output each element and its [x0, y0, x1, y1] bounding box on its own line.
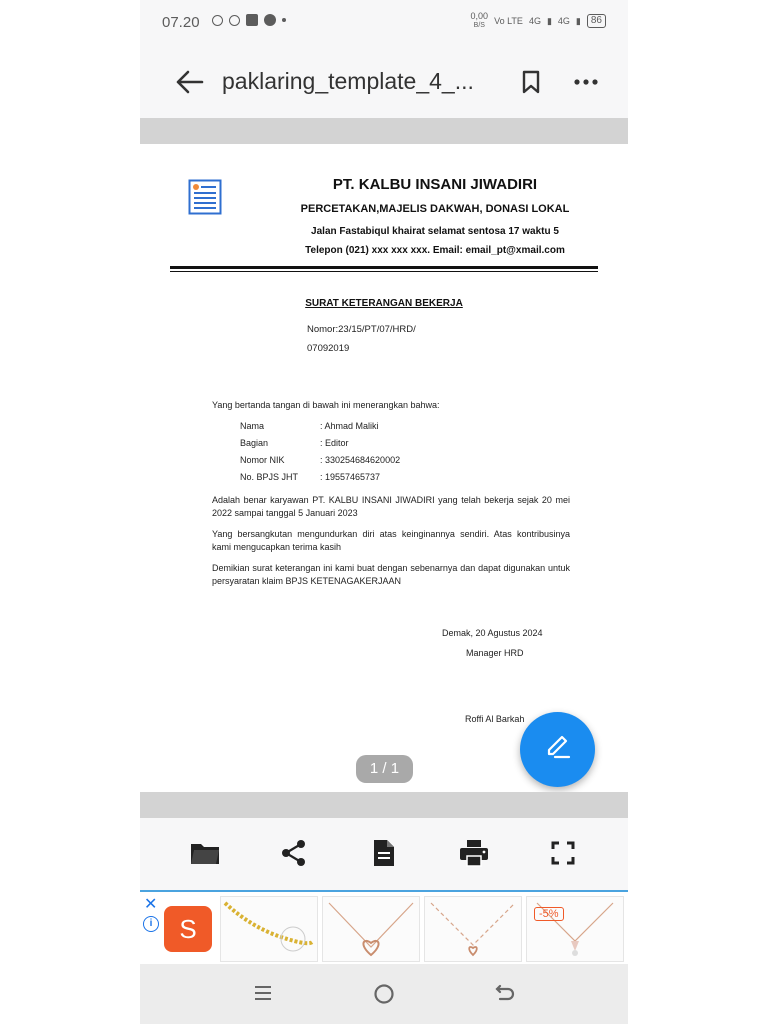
field-row: Nama : Ahmad Maliki [240, 421, 379, 431]
back-arrow-icon[interactable] [174, 68, 204, 101]
status-right [471, 12, 606, 30]
folder-icon[interactable] [185, 833, 225, 873]
app-bar [140, 52, 628, 112]
ad-close-icon[interactable]: ✕ [144, 896, 158, 913]
field-row: Nomor NIK : 330254684620002 [240, 455, 401, 465]
company-name: PT. KALBU INSANI JIWADIRI [332, 176, 538, 193]
b-icon [229, 15, 240, 26]
print-icon[interactable] [454, 833, 494, 873]
status-time: 07.20 [162, 14, 200, 31]
company-logo-icon [188, 179, 222, 220]
viewer-top-band [140, 118, 628, 144]
battery-icon: 86 [587, 14, 606, 28]
ad-info-icon[interactable]: i [143, 916, 159, 932]
document-icon[interactable] [364, 833, 404, 873]
signal-bars-icon: ▮ [546, 15, 552, 26]
signer-name: Roffi Al Barkah [465, 714, 525, 724]
letterhead-rule [170, 266, 598, 269]
fullscreen-icon[interactable] [543, 833, 583, 873]
employee-fields [240, 420, 570, 488]
net-speed: 0,00 B/S [470, 11, 489, 29]
phone-screen [140, 0, 628, 1024]
signal-bars-icon-2: ▮ [575, 15, 581, 26]
sync-icon [212, 15, 223, 26]
share-icon[interactable] [274, 833, 314, 873]
letter-title: SURAT KETERANGAN BEKERJA [305, 298, 463, 309]
viewer-bottom-band [140, 792, 628, 818]
paragraph-closing: Demikian surat keterangan ini kami buat dengan sebenarnya dan dapat digunakan untuk persyaratan klaim BPJS KETENAGAKERJAAN [212, 563, 570, 586]
chat-icon [264, 14, 276, 26]
page-indicator: 1 / 1 [356, 755, 413, 783]
field-row: No. BPJS JHT : 19557465737 [240, 472, 381, 482]
company-address: Jalan Fastabiqul khairat selamat sentosa 17 waktu 5 [311, 226, 559, 237]
back-nav-icon[interactable] [494, 982, 516, 1009]
document-page[interactable] [140, 144, 628, 792]
bottom-toolbar [140, 818, 628, 888]
intro-text: Yang bertanda tangan di bawah ini menerangkan bahwa: [212, 400, 440, 410]
signer-position: Manager HRD [466, 648, 524, 658]
status-bar [140, 0, 628, 44]
letterhead [270, 176, 600, 256]
file-title: paklaring_template_4_... [222, 68, 474, 94]
edit-fab-button[interactable] [520, 712, 595, 787]
ad-product-thumbnail[interactable] [220, 896, 318, 962]
discount-badge: -5% [534, 907, 564, 921]
signal-4g-2: 4G [557, 16, 570, 26]
paragraph-employment: Adalah benar karyawan PT. KALBU INSANI JIWADIRI yang telah bekerja sejak 20 mei 2022 sampai tanggal 5 Januari 2023 [212, 495, 570, 518]
letter-number: Nomor:23/15/PT/07/HRD/ 07092019 [307, 324, 416, 354]
pen-icon [543, 732, 573, 767]
ad-product-thumbnail[interactable] [424, 896, 522, 962]
ad-product-thumbnail[interactable] [322, 896, 420, 962]
place-date: Demak, 20 Agustus 2024 [442, 628, 543, 638]
notification-icons [212, 14, 286, 26]
shopee-logo-icon[interactable]: S [164, 906, 212, 952]
volte-label: Vo LTE [494, 16, 523, 26]
field-row: Bagian : Editor [240, 438, 349, 448]
system-nav-bar [140, 964, 628, 1024]
ad-product-thumbnail[interactable] [526, 896, 624, 962]
app-icon [246, 14, 258, 26]
recent-apps-icon[interactable] [252, 982, 274, 1009]
letter-body [212, 399, 570, 596]
paragraph-resignation: Yang bersangkutan mengundurkan diri atas keinginannya sendiri. Atas kontribusinya kami mengucapkan terima kasih [212, 529, 570, 552]
bookmark-icon[interactable] [520, 70, 542, 99]
letterhead-rule-thin [170, 271, 598, 272]
company-subtitle: PERCETAKAN,MAJELIS DAKWAH, DONASI LOKAL [300, 203, 570, 215]
signal-4g-1: 4G [528, 16, 541, 26]
more-options-icon[interactable] [574, 72, 598, 97]
home-icon[interactable] [372, 982, 396, 1011]
ad-banner[interactable] [140, 890, 628, 964]
more-notifications-icon [282, 18, 286, 22]
company-contact: Telepon (021) xxx xxx xxx. Email: email_pt@xmail.com [305, 245, 565, 256]
